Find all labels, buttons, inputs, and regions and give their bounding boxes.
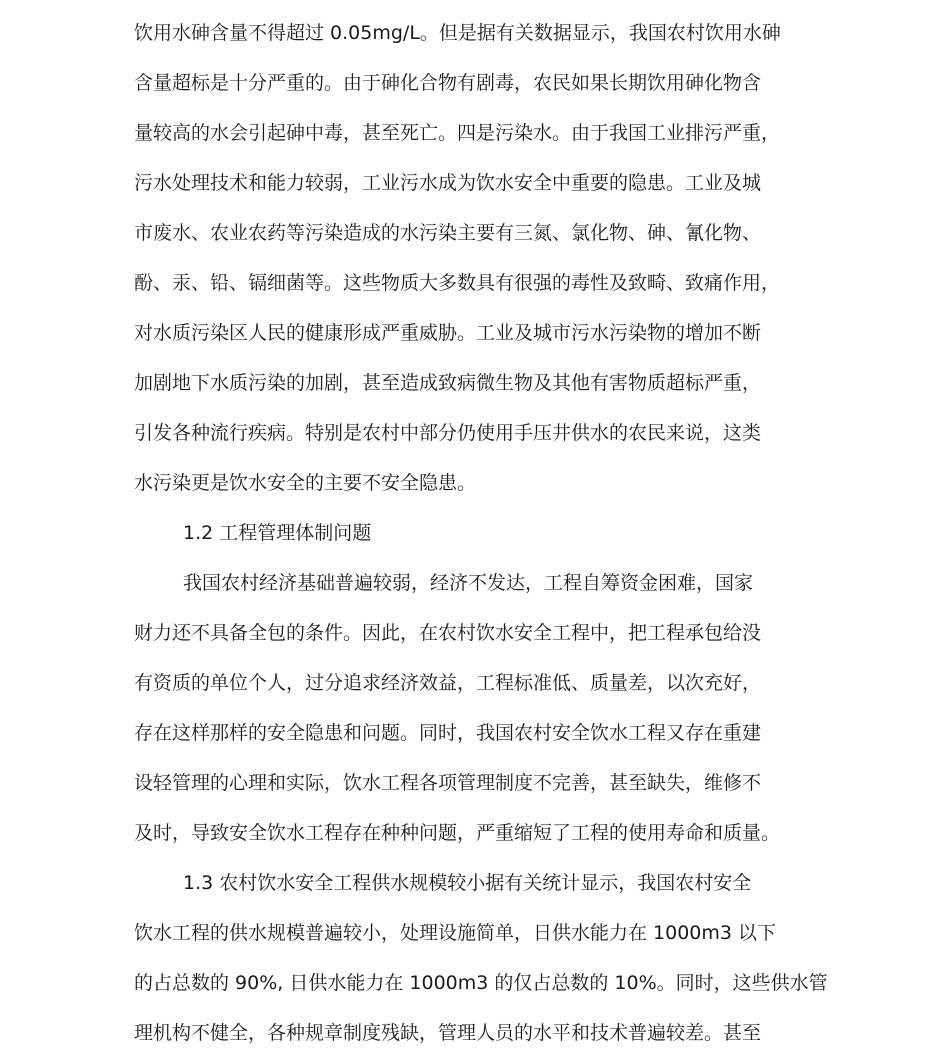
text-line: 有资质的单位个人，过分追求经济效益，工程标准低、质量差，以次充好，	[134, 672, 762, 694]
text-line: 饮用水砷含量不得超过 0.05mg/L。但是据有关数据显示，我国农村饮用水砷	[134, 22, 781, 44]
section-heading: 1.2 工程管理体制问题	[183, 522, 372, 544]
text-line: 饮水工程的供水规模普遍较小，处理设施简单，日供水能力在 1000m3 以下	[134, 922, 777, 944]
text-line: 酚、汞、铅、镉细菌等。这些物质大多数具有很强的毒性及致畸、致痛作用，	[134, 272, 781, 294]
text-line: 财力还不具备全包的条件。因此，在农村饮水安全工程中，把工程承包给没	[134, 622, 762, 644]
text-line: 污水处理技术和能力较弱，工业污水成为饮水安全中重要的隐患。工业及城	[134, 172, 762, 194]
text-line: 引发各种流行疾病。特别是农村中部分仍使用手压井供水的农民来说，这类	[134, 422, 762, 444]
text-line: 理机构不健全，各种规章制度残缺，管理人员的水平和技术普遍较差。甚至	[134, 1022, 762, 1044]
text-line: 对水质污染区人民的健康形成严重威胁。工业及城市污水污染物的增加不断	[134, 322, 762, 344]
text-line: 存在这样那样的安全隐患和问题。同时，我国农村安全饮水工程又存在重建	[134, 722, 762, 744]
text-line: 量较高的水会引起砷中毒，甚至死亡。四是污染水。由于我国工业排污严重，	[134, 122, 781, 144]
text-line: 我国农村经济基础普遍较弱，经济不发达，工程自筹资金困难，国家	[183, 572, 754, 594]
text-line: 市废水、农业农药等污染造成的水污染主要有三氮、氯化物、砷、氰化物、	[134, 222, 762, 244]
text-line: 的占总数的 90%, 日供水能力在 1000m3 的仅占总数的 10%。同时，这些供水管	[134, 972, 828, 994]
section-heading: 1.3 农村饮水安全工程供水规模较小据有关统计显示，我国农村安全	[183, 872, 752, 894]
text-line: 设轻管理的心理和实际，饮水工程各项管理制度不完善，甚至缺失，维修不	[134, 772, 762, 794]
text-line: 及时，导致安全饮水工程存在种种问题，严重缩短了工程的使用寿命和质量。	[134, 822, 781, 844]
text-line: 含量超标是十分严重的。由于砷化合物有剧毒，农民如果长期饮用砷化物含	[134, 72, 762, 94]
text-line: 水污染更是饮水安全的主要不安全隐患。	[134, 472, 477, 494]
text-line: 加剧地下水质污染的加剧，甚至造成致病微生物及其他有害物质超标严重，	[134, 372, 762, 394]
